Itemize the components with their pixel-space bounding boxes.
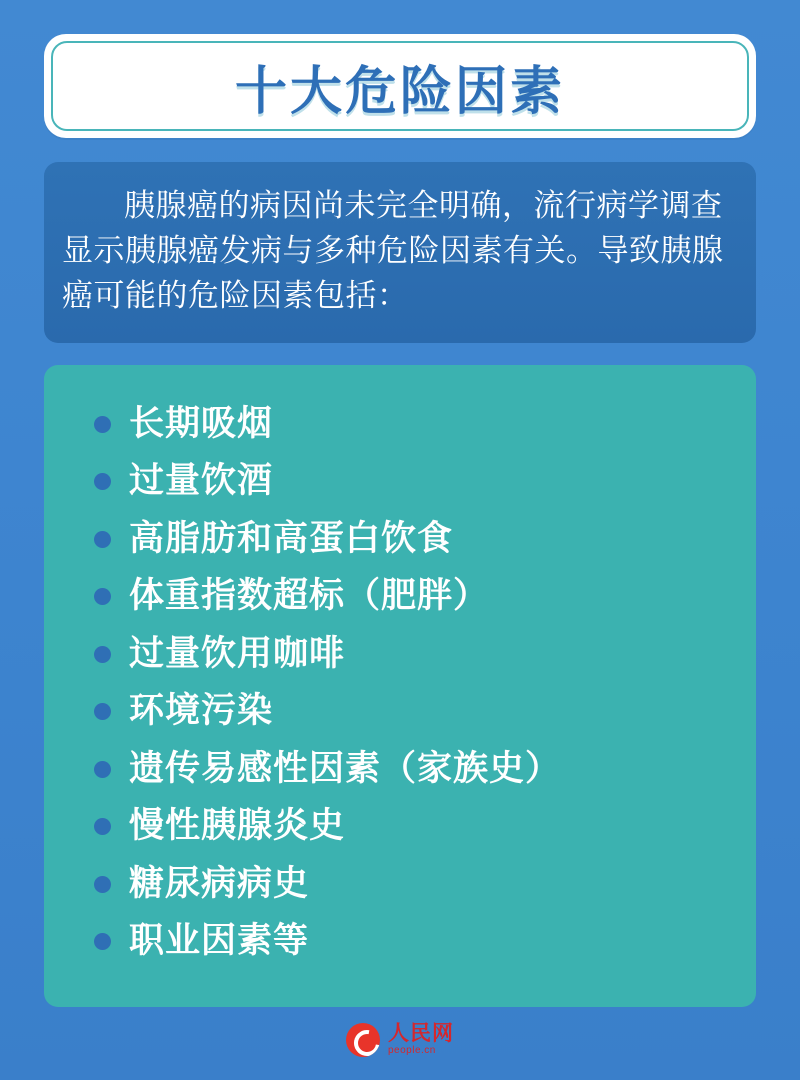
list-item-label: 慢性胰腺炎史 <box>129 806 346 846</box>
list-item <box>94 865 716 904</box>
people-cn-logo-icon <box>346 1023 380 1057</box>
list-item <box>94 922 716 961</box>
intro-paragraph: 胰腺癌的病因尚未完全明确，流行病学调查显示胰腺癌发病与多种危险因素有关。导致胰腺癌可能的危险因素包括： <box>62 188 724 313</box>
list-item-label: 环境污染 <box>129 691 274 731</box>
bullet-icon <box>94 416 111 433</box>
bullet-icon <box>94 876 111 893</box>
bullet-icon <box>94 531 111 548</box>
bullet-icon <box>94 473 111 490</box>
title-card <box>44 34 756 138</box>
list-item <box>94 405 716 444</box>
list-item-label: 高脂肪和高蛋白饮食 <box>129 518 454 558</box>
list-item-label: 体重指数超标（肥胖） <box>129 576 490 616</box>
bullet-icon <box>94 588 111 605</box>
list-item <box>94 520 716 559</box>
list-item-label: 糖尿病病史 <box>129 863 310 903</box>
bullet-icon <box>94 761 111 778</box>
list-item-label: 长期吸烟 <box>129 403 274 443</box>
list-item <box>94 635 716 674</box>
logo-name-cn: 人民网 <box>388 1021 454 1045</box>
list-item-label: 遗传易感性因素（家族史） <box>129 748 562 788</box>
list-item <box>94 577 716 616</box>
site-logo <box>346 1023 454 1057</box>
intro-card <box>44 162 756 343</box>
bullet-icon <box>94 703 111 720</box>
list-item <box>94 750 716 789</box>
logo-text-block <box>388 1023 454 1057</box>
page-title: 十大危险因素 <box>234 62 565 121</box>
bullet-icon <box>94 646 111 663</box>
bullet-icon <box>94 933 111 950</box>
footer <box>0 1012 800 1068</box>
list-item-label: 过量饮酒 <box>129 461 274 501</box>
logo-name-en: people.cn <box>388 1045 436 1057</box>
list-item-label: 职业因素等 <box>129 921 310 961</box>
bullet-icon <box>94 818 111 835</box>
risk-factor-card <box>44 365 756 1007</box>
risk-factor-list <box>94 405 716 961</box>
list-item <box>94 462 716 501</box>
list-item <box>94 807 716 846</box>
list-item-label: 过量饮用咖啡 <box>129 633 346 673</box>
list-item <box>94 692 716 731</box>
